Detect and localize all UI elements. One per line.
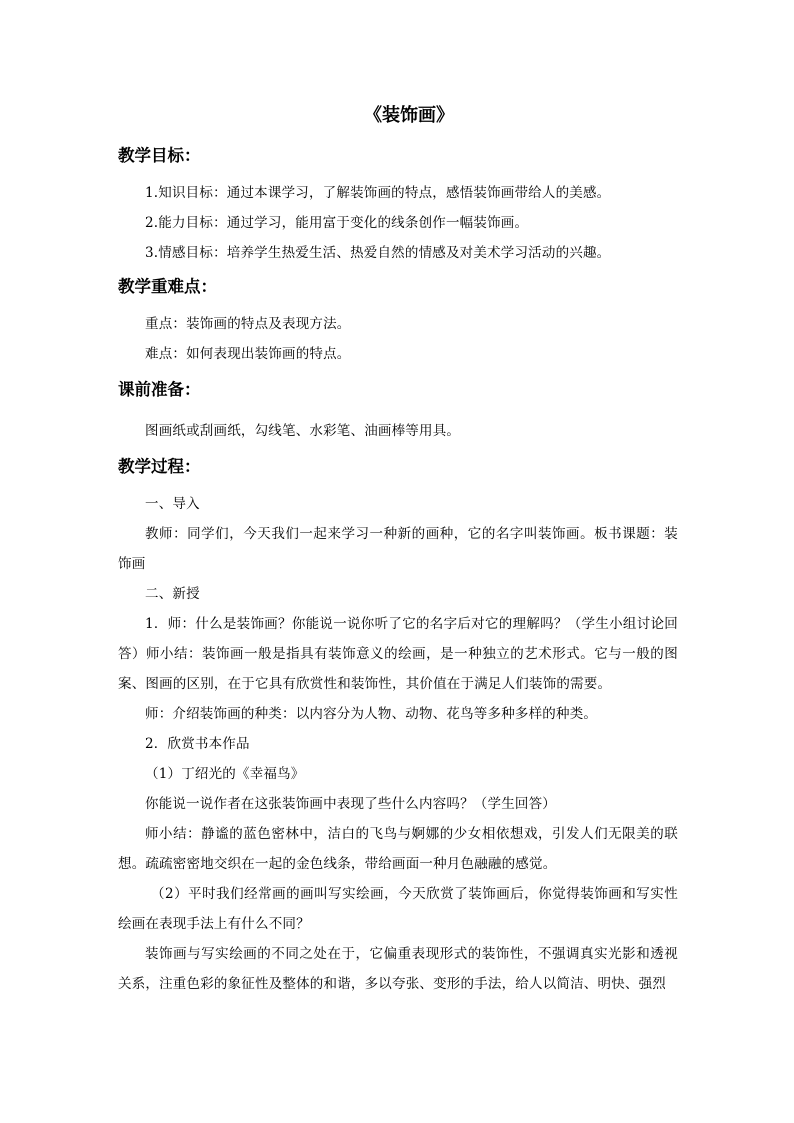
heading-preparation: 课前准备： bbox=[118, 380, 201, 399]
key-point-item: 难点：如何表现出装饰画的特点。 bbox=[145, 346, 351, 362]
process-paragraph: 教师：同学们，今天我们一起来学习一种新的画种，它的名字叫装饰画。板书课题：装饰画 bbox=[118, 526, 678, 572]
process-paragraph: 装饰画与写实绘画的不同之处在于，它偏重表现形式的装饰性，不强调真实光影和透视关系，注重色彩的象征性及整体的和谐，多以夸张、变形的手法，给人以简洁、明快、强烈 bbox=[118, 946, 678, 992]
key-point-item: 重点：装饰画的特点及表现方法。 bbox=[145, 316, 351, 332]
process-paragraph: 你能说一说作者在这张装饰画中表现了些什么内容吗？（学生回答） bbox=[145, 796, 556, 812]
process-paragraph: 1．师：什么是装饰画？你能说一说你听了它的名字后对它的理解吗？（学生小组讨论回答）师小结：装饰画一般是指具有装饰意义的绘画，是一种独立的艺术形式。它与一般的图案、图画的区别，在于它具有欣赏性和装饰性，其价值在于满足人们装饰的需要。 bbox=[118, 616, 678, 692]
preparation-item: 图画纸或刮画纸，勾线笔、水彩笔、油画棒等用具。 bbox=[145, 423, 461, 439]
document-body bbox=[118, 100, 678, 999]
process-paragraph: （1）丁绍光的《幸福鸟》 bbox=[145, 766, 305, 782]
heading-key-points: 教学重难点： bbox=[118, 277, 217, 296]
process-paragraph: 二、新授 bbox=[145, 586, 200, 602]
goal-item: 3.情感目标：培养学生热爱生活、热爱自然的情感及对美术学习活动的兴趣。 bbox=[145, 245, 611, 261]
heading-teaching-goals: 教学目标： bbox=[118, 146, 201, 165]
process-paragraph: 师小结：静谧的蓝色密林中，洁白的飞鸟与婀娜的少女相依想戏，引发人们无限美的联想。疏疏密密地交织在一起的金色线条，带给画面一种月色融融的感觉。 bbox=[118, 826, 678, 872]
process-paragraph: 2．欣赏书本作品 bbox=[145, 736, 250, 752]
goal-item: 1.知识目标：通过本课学习，了解装饰画的特点，感悟装饰画带给人的美感。 bbox=[145, 185, 611, 201]
heading-teaching-process: 教学过程： bbox=[118, 457, 201, 476]
process-paragraph: 一、导入 bbox=[145, 496, 200, 512]
process-paragraph: （2）平时我们经常画的画叫写实绘画，今天欣赏了装饰画后，你觉得装饰画和写实性绘画在表现手法上有什么不同？ bbox=[118, 886, 678, 932]
goal-item: 2.能力目标：通过学习，能用富于变化的线条创作一幅装饰画。 bbox=[145, 215, 529, 231]
process-paragraph: 师：介绍装饰画的种类：以内容分为人物、动物、花鸟等多种多样的种类。 bbox=[145, 706, 598, 722]
document-title: 《装饰画》 bbox=[364, 105, 454, 126]
